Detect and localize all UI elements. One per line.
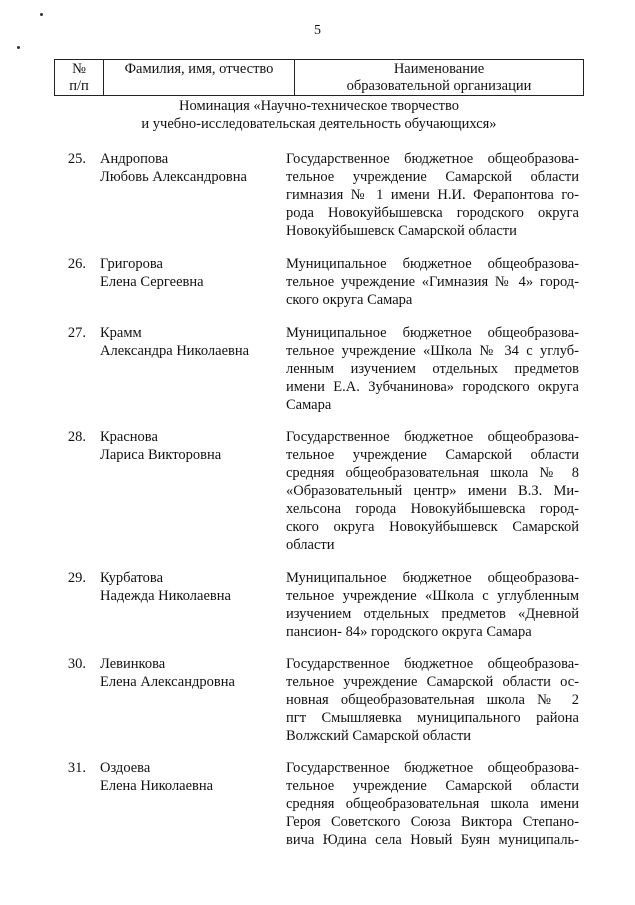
org-line: тельное учреждение «Школа № 34 с углуб-: [286, 343, 579, 359]
entry-surname: Левинкова: [100, 656, 166, 672]
entry-name: [100, 655, 280, 691]
table-header: [54, 59, 584, 96]
org-line: «Образовательный центр» имени В.З. Ми-: [286, 483, 579, 499]
entry-number: 30.: [67, 656, 86, 672]
entry-organization: [286, 759, 579, 849]
entry-number: 31.: [67, 760, 86, 776]
org-line: имени Е.А. Зубчанинова» городского округа: [286, 379, 579, 395]
entry-given-names: Елена Николаевна: [100, 778, 214, 794]
entry-name: [100, 150, 280, 186]
nomination-heading: [54, 97, 584, 133]
header-cell-organization: [295, 60, 584, 96]
entry-name: [100, 428, 280, 464]
header-cell-name: [104, 60, 295, 96]
entry-surname: Григорова: [100, 256, 163, 272]
entry-number: 25.: [67, 151, 86, 167]
entry-given-names: Елена Александровна: [100, 674, 235, 690]
header-org-label: Наименование: [393, 61, 485, 77]
entry-given-names: Лариса Викторовна: [100, 447, 222, 463]
page-number: 5: [314, 23, 321, 38]
org-line: области: [286, 537, 335, 553]
org-line: тельное учреждение «Школа с углубленным: [286, 588, 579, 604]
entry-number: 26.: [67, 256, 86, 272]
entry-given-names: Александра Николаевна: [100, 343, 250, 359]
org-line: Муниципальное бюджетное общеобразова-: [286, 570, 579, 586]
org-line: Муниципальное бюджетное общеобразова-: [286, 325, 579, 341]
scan-speck: [40, 13, 43, 16]
nomination-line: и учебно-исследовательская деятельность обучающихся»: [141, 116, 497, 132]
header-name-label: Фамилия, имя, отчество: [124, 61, 274, 77]
org-line: новная общеобразовательная школа № 2: [286, 692, 579, 708]
org-line: вича Юдина села Новый Буян муниципаль-: [286, 832, 579, 848]
entry-organization: [286, 655, 579, 745]
entry-name: [100, 569, 280, 605]
entry-name: [100, 759, 280, 795]
entry-surname: Крамм: [100, 325, 142, 341]
org-line: тельное учреждение Самарской области: [286, 447, 579, 463]
entry-organization: [286, 255, 579, 309]
entry-given-names: Надежда Николаевна: [100, 588, 231, 604]
org-line: тельное учреждение «Гимназия № 4» город-: [286, 274, 579, 290]
entry-number: 27.: [67, 325, 86, 341]
header-number-sublabel: п/п: [69, 78, 89, 94]
entry-surname: Краснова: [100, 429, 158, 445]
org-line: тельное учреждение Самарской области: [286, 778, 579, 794]
org-line: Государственное бюджетное общеобразова-: [286, 760, 579, 776]
org-line: ленным изучением отдельных предметов: [286, 361, 579, 377]
org-line: Государственное бюджетное общеобразова-: [286, 656, 579, 672]
entry-number: 28.: [67, 429, 86, 445]
entry-name: [100, 324, 280, 360]
org-line: Волжский Самарской области: [286, 728, 472, 744]
org-line: пансион- 84» городского округа Самара: [286, 624, 532, 640]
org-line: ского округа Самара: [286, 292, 413, 308]
entry-organization: [286, 428, 579, 554]
nomination-line: Номинация «Научно-техническое творчество: [179, 98, 459, 114]
org-line: хельсона города Новокуйбышевска город-: [286, 501, 579, 517]
org-line: средняя общеобразовательная школа имени: [286, 796, 579, 812]
entry-given-names: Любовь Александровна: [100, 169, 247, 185]
entry-organization: [286, 569, 579, 641]
org-line: Новокуйбышевск Самарской области: [286, 223, 517, 239]
org-line: тельное учреждение Самарской области: [286, 169, 579, 185]
org-line: ского округа Новокуйбышевск Самарской: [286, 519, 579, 535]
org-line: Муниципальное бюджетное общеобразова-: [286, 256, 579, 272]
org-line: изучением отдельных предметов «Дневной: [286, 606, 579, 622]
header-cell-number: [55, 60, 104, 96]
org-line: тельное учреждение Самарской области ос-: [286, 674, 579, 690]
org-line: Государственное бюджетное общеобразова-: [286, 151, 579, 167]
org-line: Государственное бюджетное общеобразова-: [286, 429, 579, 445]
entry-surname: Андропова: [100, 151, 169, 167]
header-number-label: №: [72, 61, 86, 77]
entry-surname: Оздоева: [100, 760, 151, 776]
entry-organization: [286, 324, 579, 414]
org-line: пгт Смышляевка муниципального района: [286, 710, 579, 726]
header-org-sublabel: образовательной организации: [346, 78, 532, 94]
org-line: Самара: [286, 397, 332, 413]
org-line: рода Новокуйбышевска городского округа: [286, 205, 579, 221]
org-line: Героя Советского Союза Виктора Степано-: [286, 814, 579, 830]
scan-speck: [17, 46, 20, 49]
entry-organization: [286, 150, 579, 240]
org-line: средняя общеобразовательная школа № 8: [286, 465, 579, 481]
entry-given-names: Елена Сергеевна: [100, 274, 204, 290]
entry-name: [100, 255, 280, 291]
entry-number: 29.: [67, 570, 86, 586]
org-line: гимназия № 1 имени Н.И. Ферапонтова го-: [286, 187, 579, 203]
entry-surname: Курбатова: [100, 570, 164, 586]
